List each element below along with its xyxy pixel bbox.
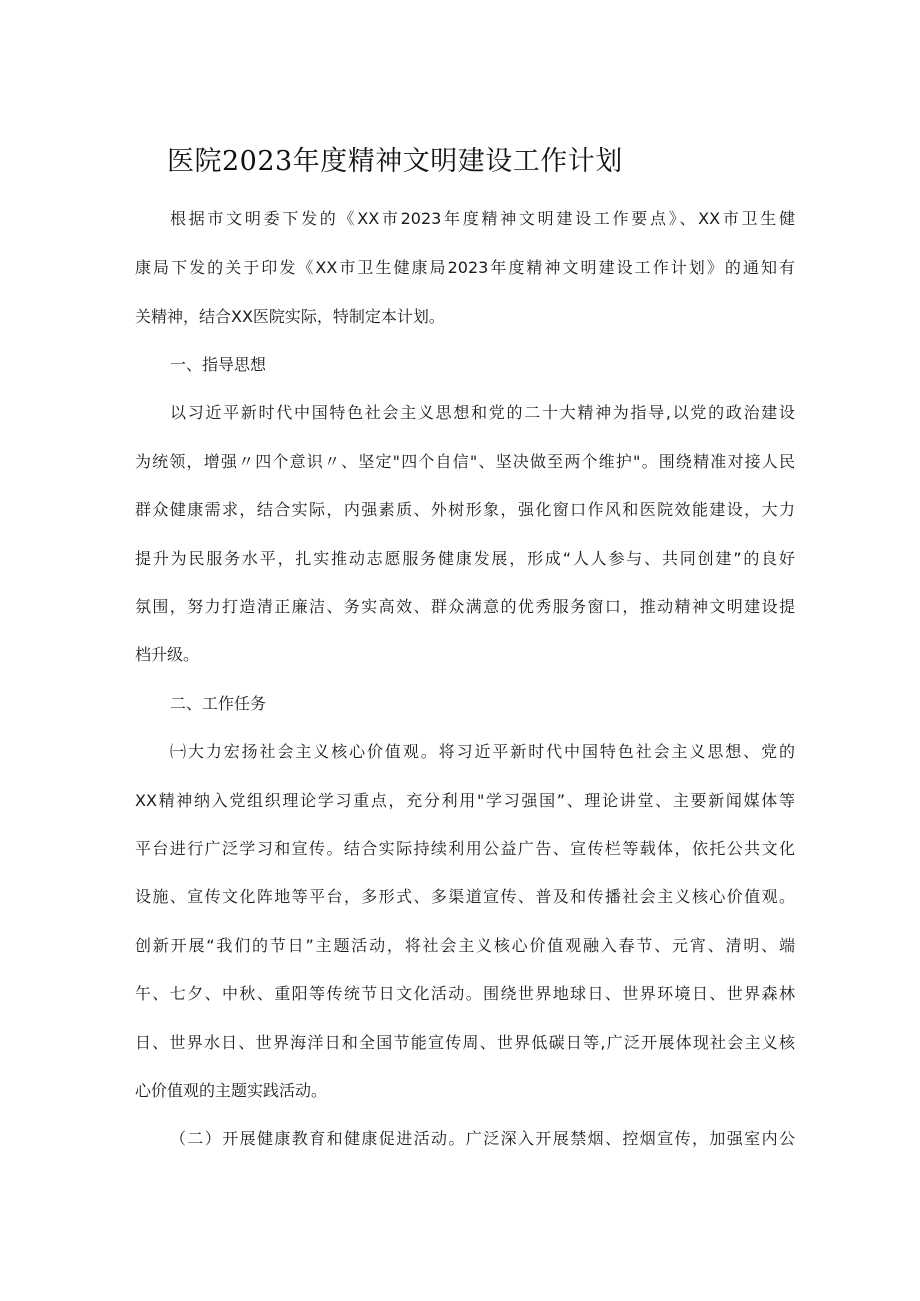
- document-title: 医院2023年度精神文明建设工作计划: [167, 146, 623, 177]
- section1-line: 氛围，努力打造清正廉洁、务实高效、群众满意的优秀服务窗口，推动精神文明建设提: [135, 597, 795, 616]
- section1-line: 提升为民服务水平，扎实推动志愿服务健康发展，形成“人人参与、共同创建”的良好: [135, 549, 795, 568]
- section1-line: 为统领，增强〃四个意识〃、坚定"四个自信"、坚决做至两个维护"。围绕精准对接人民: [135, 452, 795, 471]
- section1-line: 档升级。: [135, 645, 200, 664]
- section2-item1-line: 午、七夕、中秋、重阳等传统节日文化活动。围绕世界地球日、世界环境日、世界森林: [135, 984, 795, 1003]
- section2-item2-line: （二）开展健康教育和健康促进活动。广泛深入开展禁烟、控烟宣传，加强室内公: [170, 1129, 795, 1148]
- section2-item1-line: ㈠大力宏扬社会主义核心价值观。将习近平新时代中国特色社会主义思想、党的: [170, 742, 795, 761]
- section-heading-guiding-ideology: 一、指导思想: [170, 355, 267, 374]
- intro-line: 关精神，结合XX医院实际，特制定本计划。: [135, 307, 445, 326]
- section-heading-work-tasks: 二、工作任务: [170, 694, 267, 713]
- section2-item1-line: 平台进行广泛学习和宣传。结合实际持续利用公益广告、宣传栏等载体，依托公共文化: [135, 839, 795, 858]
- section1-line: 群众健康需求，结合实际，内强素质、外树形象，强化窗口作风和医院效能建设，大力: [135, 500, 795, 519]
- section2-item1-line: 设施、宣传文化阵地等平台，多形式、多渠道宣传、普及和传播社会主义核心价值观。: [135, 887, 795, 906]
- intro-line: 康局下发的关于印发《XX市卫生健康局2023年度精神文明建设工作计划》的通知有: [135, 258, 795, 277]
- section2-item1-line: 创新开展“我们的节日”主题活动，将社会主义核心价值观融入春节、元宵、清明、端: [135, 936, 795, 955]
- section2-item1-line: 日、世界水日、世界海洋日和全国节能宣传周、世界低碳日等,广泛开展体现社会主义核: [135, 1033, 795, 1052]
- section2-item1-line: 心价值观的主题实践活动。: [135, 1081, 328, 1100]
- section2-item1-line: XX精神纳入党组织理论学习重点，充分利用"学习强国”、理论讲堂、主要新闻媒体等: [135, 791, 795, 810]
- intro-line: 根据市文明委下发的《XX市2023年度精神文明建设工作要点》、XX市卫生健: [170, 209, 795, 228]
- section1-line: 以习近平新时代中国特色社会主义思想和党的二十大精神为指导,以党的政治建设: [170, 403, 795, 422]
